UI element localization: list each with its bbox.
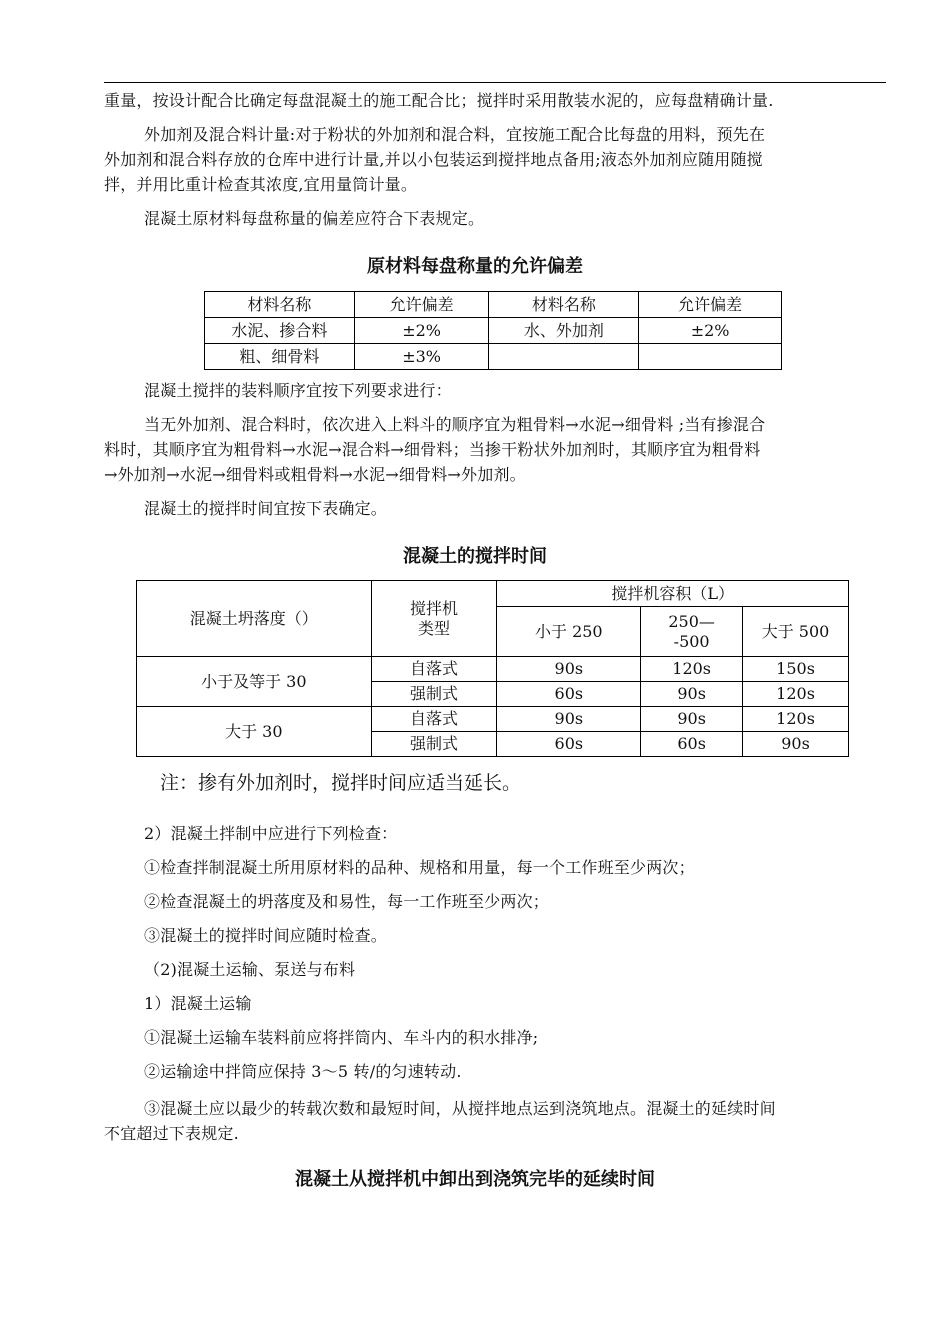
mixing-time-note: 注：掺有外加剂时，搅拌时间应适当延长。 [160, 772, 522, 794]
table-cell: 120s [641, 657, 743, 682]
table-cell: 自落式 [371, 657, 497, 682]
paragraph-admixture-line1: 外加剂及混合料计量:对于粉状的外加剂和混合料，宜按施工配合比每盘的用料，预先在 [144, 125, 766, 144]
list-item: ③混凝土应以最少的转载次数和最短时间，从搅拌地点运到浇筑地点。混凝土的延续时间 [144, 1099, 776, 1118]
table-cell: ±2% [639, 318, 782, 344]
table-header-row [137, 581, 849, 607]
table-header-cell: 允许偏差 [639, 292, 782, 318]
table-cell: 120s [743, 707, 849, 732]
paragraph-deviation-intro: 混凝土原材料每盘称量的偏差应符合下表规定。 [144, 209, 485, 228]
table-cell: 小于及等于 30 [137, 657, 372, 707]
table1-title: 原材料每盘称量的允许偏差 [367, 256, 583, 277]
header-rule [104, 82, 886, 83]
table-header-cell: 小于 250 [497, 607, 641, 657]
table-cell: 90s [641, 707, 743, 732]
table-cell: 水泥、掺合料 [205, 318, 355, 344]
deviation-table [204, 291, 782, 370]
table-cell [639, 344, 782, 370]
paragraph-admixture-line2: 外加剂和混合料存放的仓库中进行计量,并以小包装运到搅拌地点备用;液态外加剂应随用随搅 [104, 150, 763, 169]
list-item: ③混凝土的搅拌时间应随时检查。 [144, 926, 388, 945]
paragraph-inspection-heading: 2）混凝土拌制中应进行下列检查： [144, 824, 398, 843]
paragraph-weighing: 重量，按设计配合比确定每盘混凝土的施工配合比；搅拌时采用散装水泥的，应每盘精确计量. [104, 91, 774, 110]
table-header-cell: 混凝土坍落度（） [137, 581, 372, 657]
list-item: ①混凝土运输车装料前应将拌筒内、车斗内的积水排净; [144, 1028, 539, 1047]
table-cell: 90s [743, 732, 849, 757]
table-cell: 90s [641, 682, 743, 707]
table3-title: 混凝土从搅拌机中卸出到浇筑完毕的延续时间 [295, 1169, 655, 1190]
paragraph-loading-line2: 料时，其顺序宜为粗骨料→水泥→混合料→细骨料；当掺干粉状外加剂时，其顺序宜为粗骨料 [104, 440, 761, 459]
table-cell: 120s [743, 682, 849, 707]
table-row [205, 344, 782, 370]
table-row [205, 318, 782, 344]
subsection-heading-transport: 1）混凝土运输 [144, 994, 252, 1013]
table-cell: 60s [641, 732, 743, 757]
mixing-time-table [136, 580, 849, 757]
table-header-line: 类型 [418, 618, 451, 638]
paragraph-loading-line1: 当无外加剂、混合料时，依次进入上料斗的顺序宜为粗骨料→水泥→细骨料 ;当有掺混合 [144, 415, 766, 434]
list-item: ②检查混凝土的坍落度及和易性，每一工作班至少两次； [144, 892, 550, 911]
table-cell: 强制式 [371, 682, 497, 707]
table-header-cell: 材料名称 [205, 292, 355, 318]
list-item-continuation: 不宜超过下表规定. [104, 1124, 239, 1143]
table-header-cell: 允许偏差 [354, 292, 489, 318]
table-cell: 90s [497, 707, 641, 732]
table-cell: 60s [497, 732, 641, 757]
table2-title: 混凝土的搅拌时间 [403, 546, 547, 567]
list-item: ②运输途中拌筒应保持 3～5 转/的匀速转动. [144, 1062, 462, 1081]
paragraph-loading-intro: 混凝土搅拌的装料顺序宜按下列要求进行： [144, 381, 452, 400]
paragraph-loading-line3: →外加剂→水泥→细骨料或粗骨料→水泥→细骨料→外加剂。 [104, 465, 526, 484]
list-item: ①检查拌制混凝土所用原材料的品种、规格和用量，每一个工作班至少两次； [144, 858, 695, 877]
table-cell: 60s [497, 682, 641, 707]
paragraph-admixture-line3: 拌，并用比重计检查其浓度,宜用量筒计量。 [104, 175, 418, 194]
table-row [137, 707, 849, 732]
paragraph-mixing-time-intro: 混凝土的搅拌时间宜按下表确定。 [144, 499, 388, 518]
table-header-cell: 材料名称 [489, 292, 639, 318]
section-heading-transport: （2)混凝土运输、泵送与布料 [144, 960, 356, 979]
table-cell: 强制式 [371, 732, 497, 757]
table-header-cell: 大于 500 [743, 607, 849, 657]
table-row [137, 657, 849, 682]
table-header-line: 250— [668, 611, 715, 631]
table-header-cell: 搅拌机容积（L） [497, 581, 849, 607]
table-header-row [205, 292, 782, 318]
table-cell: ±3% [354, 344, 489, 370]
table-cell: 粗、细骨料 [205, 344, 355, 370]
table-header-line: -500 [673, 631, 710, 651]
table-header-line: 搅拌机 [410, 598, 459, 618]
table-header-cell [641, 607, 743, 657]
table-cell: 90s [497, 657, 641, 682]
table-cell [489, 344, 639, 370]
table-cell: 自落式 [371, 707, 497, 732]
table-cell: ±2% [354, 318, 489, 344]
table-cell: 大于 30 [137, 707, 372, 757]
table-cell: 150s [743, 657, 849, 682]
table-cell: 水、外加剂 [489, 318, 639, 344]
table-header-cell [371, 581, 497, 657]
